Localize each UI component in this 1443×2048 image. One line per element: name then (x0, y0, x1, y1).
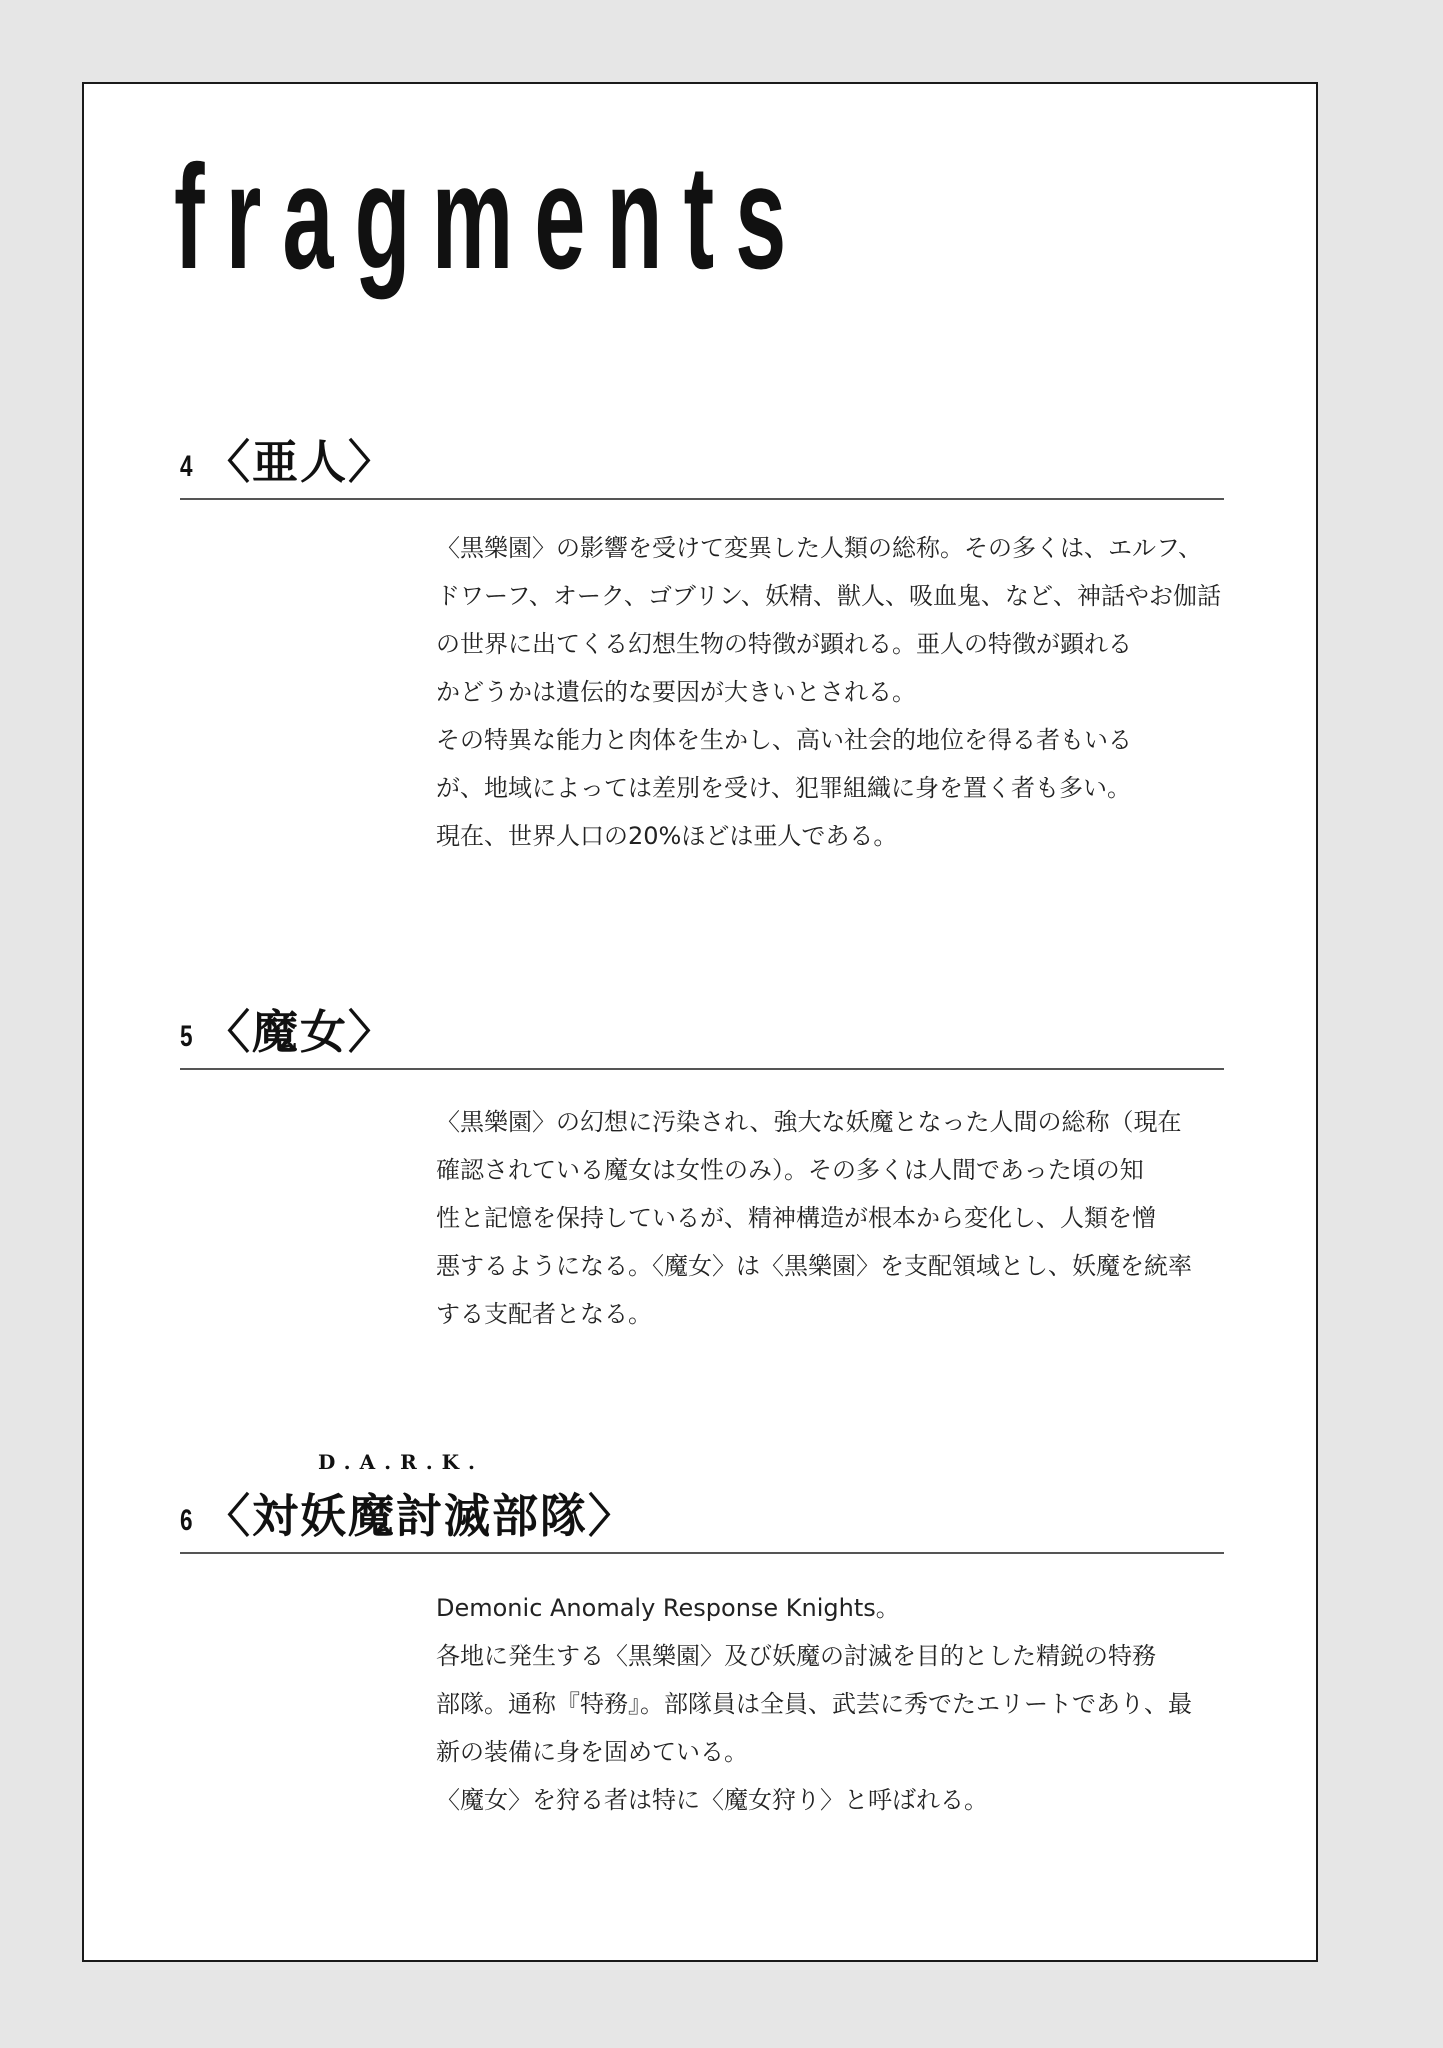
body-line: 部隊。通称『特務』。部隊員は全員、武芸に秀でたエリートであり、最 (436, 1690, 1192, 1718)
body-line: 各地に発生する〈黒樂園〉及び妖魔の討滅を目的とした精鋭の特務 (436, 1642, 1156, 1670)
body-line: 性と記憶を保持しているが、精神構造が根本から変化し、人類を憎 (436, 1204, 1156, 1232)
body-line: の世界に出てくる幻想生物の特徴が顕れる。亜人の特徴が顕れる (436, 630, 1132, 658)
body-line: Demonic Anomaly Response Knights。 (436, 1594, 900, 1622)
section-header (180, 436, 1224, 500)
body-line: 新の装備に身を固めている。 (436, 1738, 748, 1766)
body-line: 〈黒樂園〉の幻想に汚染され、強大な妖魔となった人間の総称（現在 (436, 1108, 1182, 1136)
page-title: fragments (174, 135, 808, 300)
section-number: 6 (180, 1504, 193, 1537)
body-line: 〈魔女〉を狩る者は特に〈魔女狩り〉と呼ばれる。 (436, 1786, 988, 1814)
heading-ruby: D.A.R.K. (318, 1450, 485, 1474)
document-page (82, 82, 1318, 1962)
body-line: 〈黒樂園〉の影響を受けて変異した人類の総称。その多くは、エルフ、 (436, 534, 1203, 562)
section-number: 5 (180, 1020, 193, 1053)
section-heading: 〈亜人〉 (204, 435, 396, 489)
section-body (436, 1584, 1236, 1824)
body-line: ドワーフ、オーク、ゴブリン、妖精、獣人、吸血鬼、など、神話やお伽話 (436, 582, 1222, 610)
body-line: が、地域によっては差別を受け、犯罪組織に身を置く者も多い。 (436, 774, 1132, 802)
body-line: する支配者となる。 (436, 1300, 652, 1328)
section-header (180, 1006, 1224, 1070)
body-line: 確認されている魔女は女性のみ）。その多くは人間であった頃の知 (436, 1156, 1144, 1184)
section-body (436, 524, 1236, 860)
section-heading: 〈対妖魔討滅部隊〉 (204, 1489, 636, 1543)
body-line: 悪するようになる。〈魔女〉は〈黒樂園〉を支配領域とし、妖魔を統率 (436, 1252, 1192, 1280)
section-number: 4 (180, 450, 193, 483)
body-line: 現在、世界人口の20%ほどは亜人である。 (436, 822, 898, 850)
section-header (180, 1450, 1224, 1554)
section-body (436, 1098, 1236, 1338)
section-heading: 〈魔女〉 (204, 1005, 396, 1059)
body-line: かどうかは遺伝的な要因が大きいとされる。 (436, 678, 916, 706)
body-line: その特異な能力と肉体を生かし、高い社会的地位を得る者もいる (436, 726, 1132, 754)
